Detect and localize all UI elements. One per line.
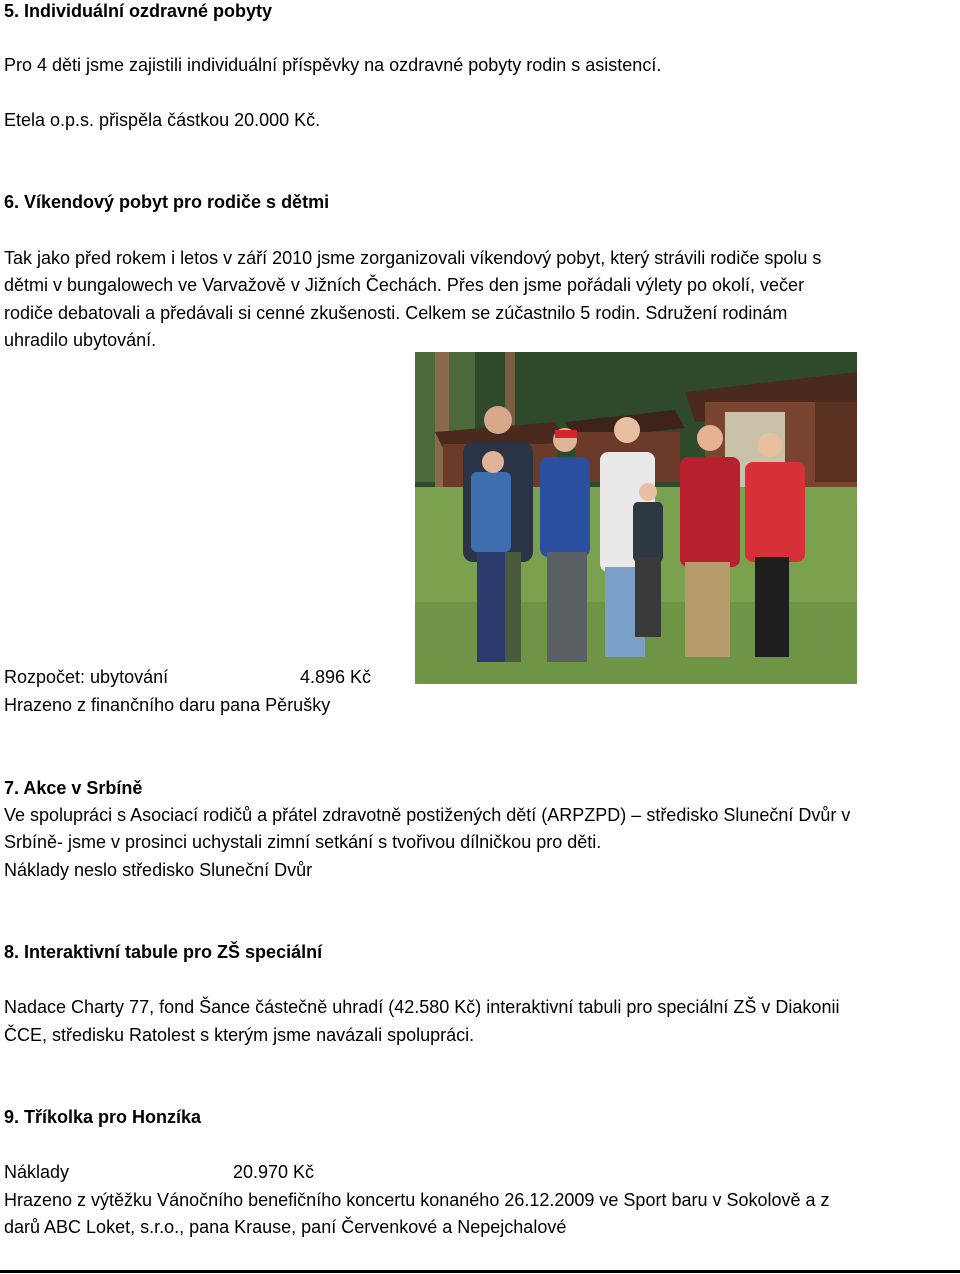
section-6-line: Tak jako před rokem i letos v září 2010 jsme zorganizovali víkendový pobyt, který strávili rodiče spolu s (4, 248, 822, 268)
group-photo (415, 352, 857, 684)
budget-label: Rozpočet: ubytování (4, 667, 169, 687)
section-8-heading: 8. Interaktivní tabule pro ZŠ speciální (4, 942, 323, 962)
section-5-heading: 5. Individuální ozdravné pobyty (4, 1, 273, 21)
section-9-line: darů ABC Loket, s.r.o., pana Krause, paní Červenkové a Nepejchalové (4, 1217, 567, 1237)
section-9-heading: 9. Tříkolka pro Honzíka (4, 1107, 202, 1127)
section-5-paragraph: Etela o.p.s. přispěla částkou 20.000 Kč. (4, 110, 321, 130)
cost-amount: 20.970 Kč (233, 1162, 315, 1182)
budget-paid-by: Hrazeno z finančního daru pana Pěrušky (4, 695, 331, 715)
bottom-rule (0, 1270, 960, 1273)
section-6-line: dětmi v bungalowech ve Varvažově v Jižních Čechách. Přes den jsme pořádali výlety po okolí, večer (4, 275, 805, 295)
section-7-line: Ve spolupráci s Asociací rodičů a přátel zdravotně postižených dětí (ARPZPD) – středisko Sluneční Dvůr v (4, 805, 851, 825)
section-6-heading: 6. Víkendový pobyt pro rodiče s dětmi (4, 192, 330, 212)
section-8-line: Nadace Charty 77, fond Šance částečně uhradí (42.580 Kč) interaktivní tabuli pro speciální ZŠ v Diakonii (4, 997, 840, 1017)
section-5-paragraph: Pro 4 děti jsme zajistili individuální příspěvky na ozdravné pobyty rodin s asistencí. (4, 55, 662, 75)
section-7-line: Srbíně- jsme v prosinci uchystali zimní setkání s tvořivou dílničkou pro děti. (4, 832, 602, 852)
cost-label: Náklady (4, 1162, 70, 1182)
budget-amount: 4.896 Kč (300, 667, 372, 687)
section-9-line: Hrazeno z výtěžku Vánočního benefičního koncertu konaného 26.12.2009 ve Sport baru v Sokolově a z (4, 1190, 830, 1210)
section-7-line: Náklady neslo středisko Sluneční Dvůr (4, 860, 313, 880)
section-8-line: ČCE, středisku Ratolest s kterým jsme navázali spolupráci. (4, 1025, 475, 1045)
section-6-line: rodiče debatovali a předávali si cenné zkušenosti. Celkem se zúčastnilo 5 rodin. Sdružení rodinám (4, 303, 788, 323)
section-7-heading: 7. Akce v Srbíně (4, 778, 143, 798)
section-6-line: uhradilo ubytování. (4, 330, 157, 350)
